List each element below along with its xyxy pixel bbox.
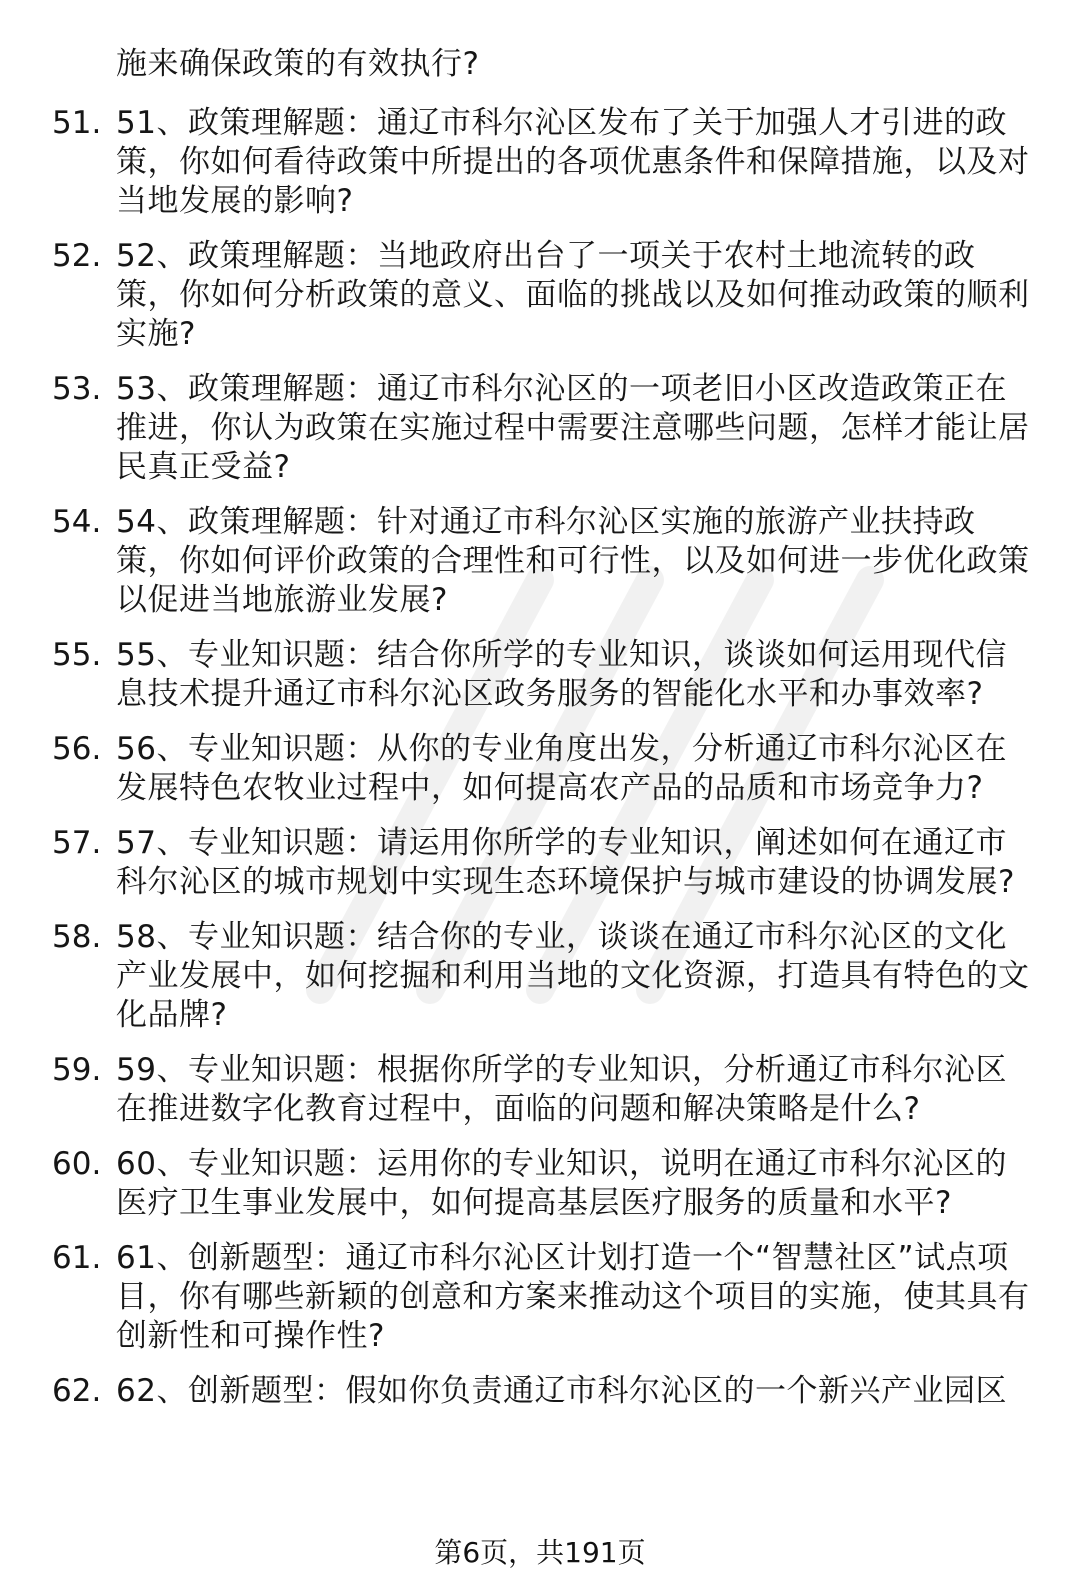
question-number: 60. [52, 1146, 102, 1182]
question-item [52, 824, 1037, 902]
question-item [52, 503, 1037, 620]
question-text: 58、专业知识题：结合你的专业，谈谈在通辽市科尔沁区的文化产业发展中，如何挖掘和利用当地的文化资源，打造具有特色的文化品牌? [116, 919, 1030, 1033]
question-text: 60、专业知识题：运用你的专业知识，说明在通辽市科尔沁区的医疗卫生事业发展中，如何提高基层医疗服务的质量和水平? [116, 1146, 1007, 1221]
question-item [52, 1239, 1037, 1356]
question-text: 59、专业知识题：根据你所学的专业知识，分析通辽市科尔沁区在推进数字化教育过程中，面临的问题和解决策略是什么? [116, 1052, 1007, 1127]
question-item [52, 1051, 1037, 1129]
question-text: 54、政策理解题：针对通辽市科尔沁区实施的旅游产业扶持政策，你如何评价政策的合理性和可行性，以及如何进一步优化政策以促进当地旅游业发展? [116, 504, 1030, 618]
question-item [52, 636, 1037, 714]
question-number: 61. [52, 1240, 102, 1276]
question-item [52, 370, 1037, 487]
question-item [52, 104, 1037, 221]
question-text: 56、专业知识题：从你的专业角度出发，分析通辽市科尔沁区在发展特色农牧业过程中，如何提高农产品的品质和市场竞争力? [116, 731, 1007, 806]
question-list [52, 104, 1037, 1427]
question-text: 53、政策理解题：通辽市科尔沁区的一项老旧小区改造政策正在推进，你认为政策在实施过程中需要注意哪些问题，怎样才能让居民真正受益? [116, 371, 1030, 485]
question-item [52, 1145, 1037, 1223]
question-number: 54. [52, 504, 102, 540]
question-number: 56. [52, 731, 102, 767]
question-number: 52. [52, 238, 102, 274]
question-number: 51. [52, 105, 102, 141]
question-text: 51、政策理解题：通辽市科尔沁区发布了关于加强人才引进的政策，你如何看待政策中所提出的各项优惠条件和保障措施，以及对当地发展的影响? [116, 105, 1030, 219]
question-text: 52、政策理解题：当地政府出台了一项关于农村土地流转的政策，你如何分析政策的意义、面临的挑战以及如何推动政策的顺利实施? [116, 238, 1030, 352]
question-number: 62. [52, 1373, 102, 1409]
question-item [52, 1372, 1037, 1411]
question-number: 53. [52, 371, 102, 407]
question-text: 62、创新题型：假如你负责通辽市科尔沁区的一个新兴产业园区 [116, 1373, 1007, 1409]
question-item [52, 918, 1037, 1035]
page-number-label: 第6页，共191页 [434, 1536, 646, 1569]
question-number: 57. [52, 825, 102, 861]
question-text: 61、创新题型：通辽市科尔沁区计划打造一个“智慧社区”试点项目，你有哪些新颖的创意和方案来推动这个项目的实施，使其具有创新性和可操作性? [116, 1240, 1030, 1354]
question-text: 57、专业知识题：请运用你所学的专业知识，阐述如何在通辽市科尔沁区的城市规划中实现生态环境保护与城市建设的协调发展? [116, 825, 1015, 900]
question-text: 55、专业知识题：结合你所学的专业知识，谈谈如何运用现代信息技术提升通辽市科尔沁区政务服务的智能化水平和办事效率? [116, 637, 1007, 712]
question-item [52, 730, 1037, 808]
question-number: 59. [52, 1052, 102, 1088]
question-number: 55. [52, 637, 102, 673]
question-item [52, 237, 1037, 354]
question-number: 58. [52, 919, 102, 955]
carry-over-text: 施来确保政策的有效执行? [116, 46, 480, 82]
